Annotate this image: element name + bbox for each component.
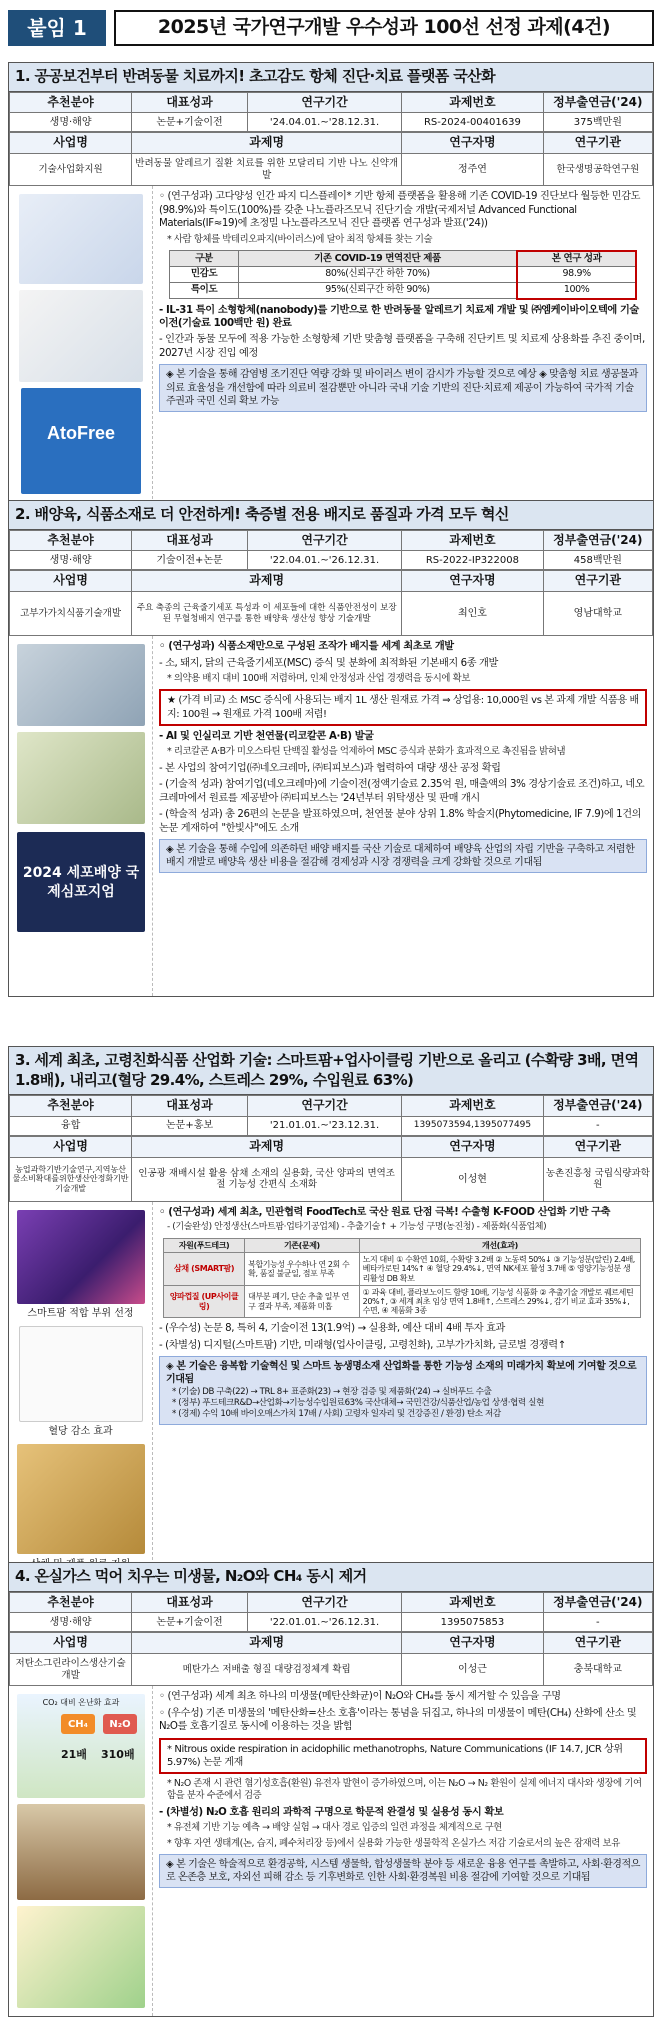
cmp-head-1: 기존 COVID-19 면역진단 제품 <box>239 251 517 267</box>
cmp-head-2: 본 연구 성과 <box>517 251 637 267</box>
label-field: 추천분야 <box>10 1096 132 1117</box>
section-4-project-table <box>9 1632 653 1686</box>
task-value: 주요 축종의 근육줄기세포 특성과 이 세포들에 대한 식품안전성이 보장된 무혈청배지 연구를 통한 배양육 생산성 향상 기술개발 <box>132 592 402 636</box>
label-num: 과제번호 <box>402 92 543 113</box>
n2o-factor: 310배 <box>101 1748 135 1762</box>
program-value: 저탄소그린라이스생산기술개발 <box>10 1654 132 1686</box>
s3-note-1: - (기술완성) 안정생산(스마트팜·업타기공업체) - 추출기술↑ + 기능성 구명(농진청) - 제품화(식품업체) <box>167 1222 547 1233</box>
period-value: '21.01.01.~'23.12.31. <box>247 1116 401 1135</box>
s2-note-3: * 리코칼콘 A·B가 미오스타틴 단백질 활성을 억제하여 MSC 증식과 분화가 효과적으로 촉진됨을 밝혀냄 <box>167 746 566 758</box>
label-fund: 정부출연금('24) <box>543 1592 652 1613</box>
label-num: 과제번호 <box>402 1096 543 1117</box>
label-inst: 연구기관 <box>543 1136 652 1157</box>
researcher-value: 최인호 <box>402 592 543 636</box>
s1-note-1: * 사람 항체를 박테리오파지(바이러스)에 달아 최적 항체를 찾는 기술 <box>167 233 433 245</box>
blood-glucose-chart-image <box>19 1326 143 1422</box>
label-task: 과제명 <box>132 571 402 592</box>
program-value: 농업과학기반기술연구,지역농산물소비확대를위한생산안정화기반기술개발 <box>10 1157 132 1201</box>
section-1-meta-table <box>9 92 653 133</box>
period-value: '22.04.01.~'26.12.31. <box>247 551 401 570</box>
label-rep: 대표성과 <box>132 530 248 551</box>
fund-value: - <box>543 1116 652 1135</box>
ch4-tag: CH₄ <box>61 1714 95 1734</box>
s4-paragraph-4: - (차별성) N₂O 호흡 원리의 과학적 구명으로 학문적 완결성 및 실용성 동시 확보 <box>159 1806 504 1818</box>
label-researcher: 연구자명 <box>402 1633 543 1654</box>
label-period: 연구기간 <box>247 530 401 551</box>
section-2-text <box>153 636 653 996</box>
s3-highlight-box <box>159 1356 647 1424</box>
label-period: 연구기간 <box>247 1096 401 1117</box>
section-1-images <box>9 186 153 504</box>
section-3-text <box>153 1202 653 1590</box>
s2-note-2: * 의약용 배지 대비 100배 저렴하며, 인체 안정성과 산업 경쟁력을 동시에 확보 <box>167 673 470 685</box>
s2-paragraph-2: - 소, 돼지, 닭의 근육줄기세포(MSC) 증식 및 분화에 최적화된 기본배지 6종 개발 <box>159 657 498 669</box>
sub-row-1-0: 양파껍질 (UP사이클링) <box>164 1285 245 1318</box>
appendix-badge: 붙임 1 <box>8 10 106 46</box>
label-rep: 대표성과 <box>132 1096 248 1117</box>
num-value: RS-2022-IP322008 <box>402 551 543 570</box>
sub-row-1-1: 대부분 폐기, 단순 추출 일부 연구 결과 부족, 제품화 미흡 <box>245 1285 360 1318</box>
program-value: 기술사업화지원 <box>10 154 132 186</box>
s4-note-4b: * 향후 자연 생태계(논, 습지, 폐수처리장 등)에서 실용화 가능한 생물학적 온실가스 저감 기술로서의 높은 잠재력 보유 <box>167 1837 620 1849</box>
sub-head-2: 개선(효과) <box>359 1238 641 1252</box>
rep-value: 논문+기술이전 <box>132 113 248 132</box>
s2-paragraph-4: - 본 사업의 참여기업(㈜네오크레마, ㈜티피보스)과 협력하여 대량 생산 공정 확립 <box>159 762 501 774</box>
ch4-factor: 21배 <box>61 1748 87 1762</box>
label-fund: 정부출연금('24) <box>543 1096 652 1117</box>
s4-highlight-box: ◈ 본 기술은 학술적으로 환경공학, 시스템 생물학, 합성생물학 분야 등 새로운 융용 연구를 촉발하고, 사회·환경적으로 온존층 보호, 자외선 피해 감소 등 기후변화로 인한 사회·환경복원 비용 절감에 기여할 것으로 기대됨 <box>159 1854 647 1888</box>
sub-head-0: 자원(푸드테크) <box>164 1238 245 1252</box>
page-title: 2025년 국가연구개발 우수성과 100선 선정 과제(4건) <box>114 10 654 46</box>
s4-paragraph-2: ◦ (우수성) 기존 미생물의 '메탄산화=산소 호흡'이라는 통념을 뒤집고, 하나의 미생물이 메탄(CH₄) 산화에 산소 및 N₂O를 호흡기질로 동시에 이용하는 것을 밝힘 <box>159 1707 637 1733</box>
section-4-text <box>153 1686 653 2016</box>
section-4-images <box>9 1686 153 2016</box>
glucose-caption: 혈당 감소 효과 <box>48 1425 113 1437</box>
task-value: 반려동물 알레르기 질환 치료를 위한 모달리티 기반 나노 신약개발 <box>132 154 402 186</box>
program-value: 고부가가치식품기술개발 <box>10 592 132 636</box>
s2-highlight-box: ◈ 본 기술을 통해 수입에 의존하던 배양 배지를 국산 기술로 대체하여 배양육 산업의 자립 기반을 구축하고 저렴한 배지 개발로 배양육 생산 비용을 절감해 경제성과 시장 경쟁력을 크게 강화할 것으로 기대됨 <box>159 839 647 873</box>
s3-paragraph-3: - (차별성) 디지털(스마트팜) 기반, 미래형(업사이클링, 고령친화), 고부가가치화, 글로벌 경쟁력↑ <box>159 1339 566 1351</box>
label-rep: 대표성과 <box>132 92 248 113</box>
s2-paragraph-5: - (기술적 성과) 참여기업(네오크레마)에 기술이전(정액기술료 2.35억 원, 매출액의 3% 경상기술료 조건)하고, 네오크레마에서 원료를 제공받아 ㈜티피보스는 '24년부터 위탁생산 및 판매 개시 <box>159 779 645 804</box>
media-production-photo <box>17 732 145 824</box>
s3-highlight-main: ◈ 본 기술은 융복합 기술혁신 및 스마트 농생명소재 산업화를 통한 기능성 소재의 미래가치 확보에 기여할 것으로 기대됨 <box>166 1361 637 1386</box>
label-inst: 연구기관 <box>543 133 652 154</box>
s3-paragraph-2: - (우수성) 논문 8, 특허 4, 기술이전 13(1.9억) → 실용화, 예산 대비 4배 투자 효과 <box>159 1323 505 1335</box>
label-field: 추천분야 <box>10 92 132 113</box>
cmp-row-0-2: 98.9% <box>517 267 637 283</box>
field-value: 생명·해양 <box>10 113 132 132</box>
greenhouse-gas-infographic <box>17 1694 145 1798</box>
task-value: 메탄가스 저배출 형질 대량검정체계 확립 <box>132 1654 402 1686</box>
s4-note-3: * N₂O 존재 시 관련 혐기성호흡(환원) 유전자 발현이 증가하였으며, 이는 N₂O → N₂ 환원이 실제 에너지 대사와 생장에 기여함을 분자 수준에서 검증 <box>167 1777 642 1802</box>
field-value: 생명·해양 <box>10 551 132 570</box>
phage-display-figure <box>19 194 143 284</box>
infographic-label: CO₂ 대비 온난화 효과 <box>42 1698 120 1708</box>
section-3-meta-table <box>9 1095 653 1136</box>
section-3-images <box>9 1202 153 1590</box>
researcher-value: 정주연 <box>402 154 543 186</box>
section-1-title: 1. 공공보건부터 반려동물 치료까지! 초고감도 항체 진단·치료 플랫폼 국산화 <box>9 63 653 92</box>
label-task: 과제명 <box>132 1136 402 1157</box>
cmp-row-0-0: 민감도 <box>170 267 239 283</box>
num-value: 1395073594,1395077495 <box>402 1116 543 1135</box>
rep-value: 논문+기술이전 <box>132 1613 248 1632</box>
label-period: 연구기간 <box>247 92 401 113</box>
cmp-row-1-1: 95%(신뢰구간 하한 90%) <box>239 282 517 298</box>
cmp-row-0-1: 80%(신뢰구간 하한 70%) <box>239 267 517 283</box>
field-value: 융합 <box>10 1116 132 1135</box>
sub-head-1: 기존(문제) <box>245 1238 360 1252</box>
section-4-title: 4. 온실가스 먹어 치우는 미생물, N₂O와 CH₄ 동시 제거 <box>9 1563 653 1592</box>
label-fund: 정부출연금('24) <box>543 92 652 113</box>
rep-value: 기술이전+논문 <box>132 551 248 570</box>
label-program: 사업명 <box>10 1633 132 1654</box>
period-value: '24.04.01.~'28.12.31. <box>247 113 401 132</box>
num-value: 1395075853 <box>402 1613 543 1632</box>
researcher-value: 이성근 <box>402 1654 543 1686</box>
inst-value: 한국생명공학연구원 <box>543 154 652 186</box>
cmp-row-1-2: 100% <box>517 282 637 298</box>
s1-paragraph-1: ◦ (연구성과) 고다양성 인간 파지 디스플레이* 기반 항체 플랫폼을 활용해 기존 COVID-19 진단보다 월등한 민감도(98.9%)와 특이도(100%)를 갖춘 나노플라즈모닉 진단기술 개발(국제저널 Advanced Functional Materials(IF≈19)에 초정밀 나노플라즈모닉 진단 플랫폼 연구성과 발표('24)) <box>159 191 641 230</box>
fund-value: 375백만원 <box>543 113 652 132</box>
field-value: 생명·해양 <box>10 1613 132 1632</box>
label-program: 사업명 <box>10 571 132 592</box>
section-1 <box>8 62 654 505</box>
smartfarm-caption: 스마트팜 적합 부위 선정 <box>27 1307 134 1319</box>
sub-row-0-2: 노지 대비 ① 수확연 10회, 수확량 3.2배 ② 노동력 50%↓ ③ 기능성분(알린) 2.4배, 베타카로틴 14%↑ ④ 혈당 29.4%↓, 면역 NK세포 활성 3.7배 ⑤ 영양기능성분 생리활성 DB 확보 <box>359 1253 641 1286</box>
section-2 <box>8 500 654 997</box>
inst-value: 충북대학교 <box>543 1654 652 1686</box>
label-fund: 정부출연금('24) <box>543 530 652 551</box>
smartfarm-photo <box>17 1210 145 1304</box>
label-inst: 연구기관 <box>543 571 652 592</box>
section-2-title: 2. 배양육, 식품소재로 더 안전하게! 축증별 전용 배지로 품질과 가격 모두 혁신 <box>9 501 653 530</box>
fund-value: - <box>543 1613 652 1632</box>
s4-paper-box: * Nitrous oxide respiration in acidophilic methanotrophs, Nature Communications (IF 14.7, JCR 상위 5.97%) 논문 게재 <box>159 1738 647 1774</box>
label-num: 과제번호 <box>402 1592 543 1613</box>
section-3 <box>8 1046 654 1591</box>
label-num: 과제번호 <box>402 530 543 551</box>
researcher-value: 이성현 <box>402 1157 543 1201</box>
task-value: 인공광 재배시설 활용 삼채 소재의 실용화, 국산 양파의 면역조절 기능성 간편식 소재화 <box>132 1157 402 1201</box>
atofree-product-image <box>21 388 141 494</box>
atofree-logo-text: AtoFree <box>46 423 115 444</box>
s1-compare-table <box>169 250 637 300</box>
label-period: 연구기간 <box>247 1592 401 1613</box>
sub-row-0-0: 삼채 (SMART팜) <box>164 1253 245 1286</box>
cmp-row-1-0: 특이도 <box>170 282 239 298</box>
section-4 <box>8 1562 654 2017</box>
n2o-tag: N₂O <box>103 1714 137 1734</box>
symposium-banner <box>17 832 145 932</box>
s3-paragraph-1: ◦ (연구성과) 세계 최초, 민관협력 FoodTech로 국산 원료 단점 극복! 수출형 K-FOOD 산업화 기반 구축 <box>159 1206 611 1218</box>
period-value: '22.01.01.~'26.12.31. <box>247 1613 401 1632</box>
label-rep: 대표성과 <box>132 1592 248 1613</box>
s1-paragraph-2: - IL-31 특이 소형항체(nanobody)를 기반으로 한 반려동물 알레르기 치료제 개발 및 ㈜엠케이바이오텍에 기술이전(기술료 100백만 원) 완료 <box>159 304 639 329</box>
s3-resource-table <box>163 1238 641 1318</box>
label-field: 추천분야 <box>10 1592 132 1613</box>
label-program: 사업명 <box>10 133 132 154</box>
plasmonic-platform-figure <box>19 290 143 382</box>
fund-value: 458백만원 <box>543 551 652 570</box>
s1-paragraph-3: - 인간과 동물 모두에 적용 가능한 소형항체 기반 맞춤형 플랫폼을 구축해 진단키트 및 치료제 상용화를 추진 중이며, 2027년 시장 진입 예정 <box>159 334 645 359</box>
product-photo <box>17 1444 145 1554</box>
section-1-text <box>153 186 653 504</box>
s2-paragraph-3: - AI 및 인실리코 기반 천연물(리코칼콘 A·B) 발굴 <box>159 730 374 742</box>
section-1-project-table <box>9 132 653 186</box>
s2-paragraph-6: - (학술적 성과) 총 26편의 논문을 발표하였으며, 천연물 분야 상위 1.8% 학술지(Phytomedicine, IF 7.9)에 1건의 논문 게재하여 "한빛사"에도 소개 <box>159 809 642 834</box>
section-4-meta-table <box>9 1592 653 1633</box>
symposium-banner-text: 2024 세포배양 국제심포지엄 <box>22 865 140 901</box>
section-3-project-table <box>9 1136 653 1202</box>
cell-culture-photo <box>17 644 145 726</box>
s3-highlight-note-2: * (정부) 푸드테크R&D→산업화→기능성수입원료63% 국산대체→ 국민건강/식품산업/농업 상생·협력 실현 <box>172 1397 544 1408</box>
sub-row-0-1: 복합기능성 우수하나 연 2회 수확, 품질 불균일, 점포 부족 <box>245 1253 360 1286</box>
s3-highlight-note-3: * (경제) 수익 10배 바이오매스가치 17배 / 사회) 고령자 일자리 및 건강증진 / 환경) 탄소 저감 <box>172 1409 501 1420</box>
inst-value: 농촌진흥청 국립식량과학원 <box>543 1157 652 1201</box>
rep-value: 논문+홍보 <box>132 1116 248 1135</box>
soil-layer-figure <box>17 1804 145 1900</box>
num-value: RS-2024-00401639 <box>402 113 543 132</box>
section-2-project-table <box>9 570 653 636</box>
s1-highlight-box: ◈ 본 기술을 통해 감염병 조기진단 역량 강화 및 바이러스 변이 감시가 가능할 것으로 예상 ◈ 맞춤형 치료 생공물과 의료 효율성을 개선함에 따라 의료비 절감뿐만 아니라 국내 기술 기반의 진단·치료제 제공이 가능하여 국가적 기술 주권과 국민 신뢰 확보 가능 <box>159 364 647 412</box>
label-researcher: 연구자명 <box>402 133 543 154</box>
label-researcher: 연구자명 <box>402 1136 543 1157</box>
s4-note-4a: * 유전체 기반 기능 예측 → 배양 실험 → 대사 경로 입증의 일련 과정을 체계적으로 구현 <box>167 1822 502 1834</box>
label-inst: 연구기관 <box>543 1633 652 1654</box>
section-2-meta-table <box>9 530 653 571</box>
label-researcher: 연구자명 <box>402 571 543 592</box>
label-field: 추천분야 <box>10 530 132 551</box>
s2-price-compare-box: ★ (가격 비교) 소 MSC 증식에 사용되는 배지 1L 생산 원재료 가격 ⇒ 상업용: 10,000원 vs 본 과제 개발 식품용 배지: 100원 → 원재료 가격 100배 저렴! <box>159 689 647 725</box>
section-2-images <box>9 636 153 996</box>
cmp-head-0: 구분 <box>170 251 239 267</box>
label-task: 과제명 <box>132 1633 402 1654</box>
sub-row-1-2: ① 과육 대비, 플라보노이드 함량 10배, 기능성 식품화 ② 추출기술 개발로 퀘르세틴 20%↑, ③ 세계 최초 임상 면역 1.8배↑, 스트레스 29%↓, 감기 비교 효과 35%↓, 수면, ④ 제품화 3종 <box>359 1285 641 1318</box>
inst-value: 영남대학교 <box>543 592 652 636</box>
label-task: 과제명 <box>132 133 402 154</box>
s2-paragraph-1: ◦ (연구성과) 식품소재만으로 구성된 조작가 배지를 세계 최초로 개발 <box>159 641 454 653</box>
s4-paragraph-1: ◦ (연구성과) 세계 최초 하나의 미생물(메탄산화균)이 N₂O와 CH₄를 동시 제거할 수 있음을 구명 <box>159 1691 561 1703</box>
s3-highlight-note-1: * (기술) DB 구축(22) → TRL 8+ 표준화(23) → 현장 검증 및 제품화('24) → 실버푸드 수출 <box>172 1386 492 1397</box>
microbe-cartoon-figure <box>17 1906 145 2008</box>
label-program: 사업명 <box>10 1136 132 1157</box>
section-3-title: 3. 세계 최초, 고령친화식품 산업화 기술: 스마트팜+업사이클링 기반으로 올리고 (수확량 3배, 면역 1.8배), 내리고(혈당 29.4%, 스트레스 29%, 수입원료 63%) <box>9 1047 653 1095</box>
